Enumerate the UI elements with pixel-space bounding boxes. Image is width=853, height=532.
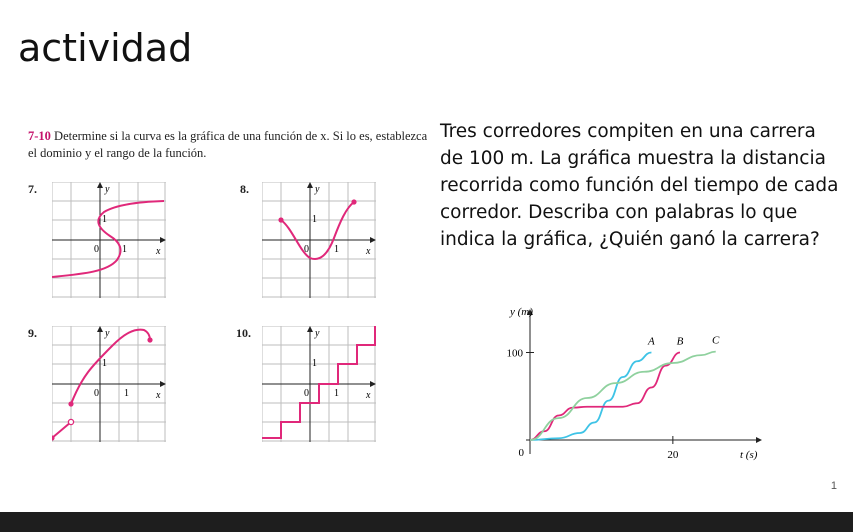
graph-9-lower-segment	[52, 422, 71, 438]
graph-7-x-tick: 1	[122, 244, 127, 255]
graph-10-x-tick: 1	[334, 388, 339, 399]
graph-9-y-label: y	[105, 328, 110, 339]
graph-9-y-tick: 1	[102, 358, 107, 369]
graph-7-curve	[52, 201, 164, 277]
series-b-label: B	[676, 335, 684, 348]
graph-9-upper-start	[68, 401, 73, 406]
series-a-label: A	[648, 335, 655, 348]
graph-7-y-label: y	[105, 184, 110, 195]
graph-8-start-point	[278, 217, 283, 222]
graph-10-x-label: x	[366, 390, 371, 401]
graph-8-number: 8.	[240, 182, 249, 196]
graph-8-end-point	[351, 199, 356, 204]
graph-9	[52, 326, 166, 442]
graph-8	[262, 182, 376, 298]
graph-7-x-label: x	[156, 246, 161, 257]
series-b-line	[530, 353, 680, 441]
graph-9-x-label: x	[156, 390, 161, 401]
race-chart	[480, 300, 780, 470]
graph-10-number: 10.	[236, 326, 251, 340]
series-c-line	[530, 352, 716, 440]
graph-10-y-label: y	[315, 328, 320, 339]
graph-7-origin: 0	[94, 244, 99, 255]
graph-10-y-tick: 1	[312, 358, 317, 369]
race-y-tick-100-label: 100	[506, 347, 523, 360]
graph-8-origin: 0	[304, 244, 309, 255]
graph-8-x-tick: 1	[334, 244, 339, 255]
taskbar	[0, 512, 853, 532]
question-text: Tres corredores compiten en una carrera de 100 m. La gráfica muestra la distancia recorrida como función del tiempo de cada corredor. Describa con palabras lo que indica la gráfica, ¿Quién ganó la carrera?	[440, 121, 839, 250]
exercise-instructions: Determine si la curva es la gráfica de una función de x. Si lo es, establezca el dominio y el rango de la función.	[28, 129, 428, 160]
race-x-tick-20-label: 20	[667, 449, 679, 461]
exercise-number: 7-10	[28, 129, 51, 143]
graph-9-number: 9.	[28, 326, 37, 340]
graph-10-origin: 0	[304, 388, 309, 399]
race-x-label: t (s)	[740, 449, 758, 461]
series-c-label: C	[712, 334, 720, 347]
exercise-text	[28, 128, 428, 162]
graph-7-y-tick: 1	[102, 214, 107, 225]
race-y-label: y (m)	[510, 306, 533, 318]
race-origin-label: 0	[518, 447, 524, 459]
graph-10-step-curve	[262, 326, 375, 438]
graph-9-origin: 0	[94, 388, 99, 399]
race-x-axis-arrow	[756, 437, 762, 443]
graph-8-curve	[281, 202, 354, 259]
graph-9-open-point	[68, 419, 73, 424]
graph-10	[262, 326, 376, 442]
series-a-line	[530, 353, 651, 441]
page-number: 1	[830, 480, 837, 492]
graph-8-x-label: x	[366, 246, 371, 257]
graph-7	[52, 182, 166, 298]
graph-8-y-label: y	[315, 184, 320, 195]
graph-7-number: 7.	[28, 182, 37, 196]
graph-9-upper-end	[147, 337, 152, 342]
graph-9-x-tick: 1	[124, 388, 129, 399]
graph-8-y-tick: 1	[312, 214, 317, 225]
slide-title: actividad	[18, 26, 193, 70]
